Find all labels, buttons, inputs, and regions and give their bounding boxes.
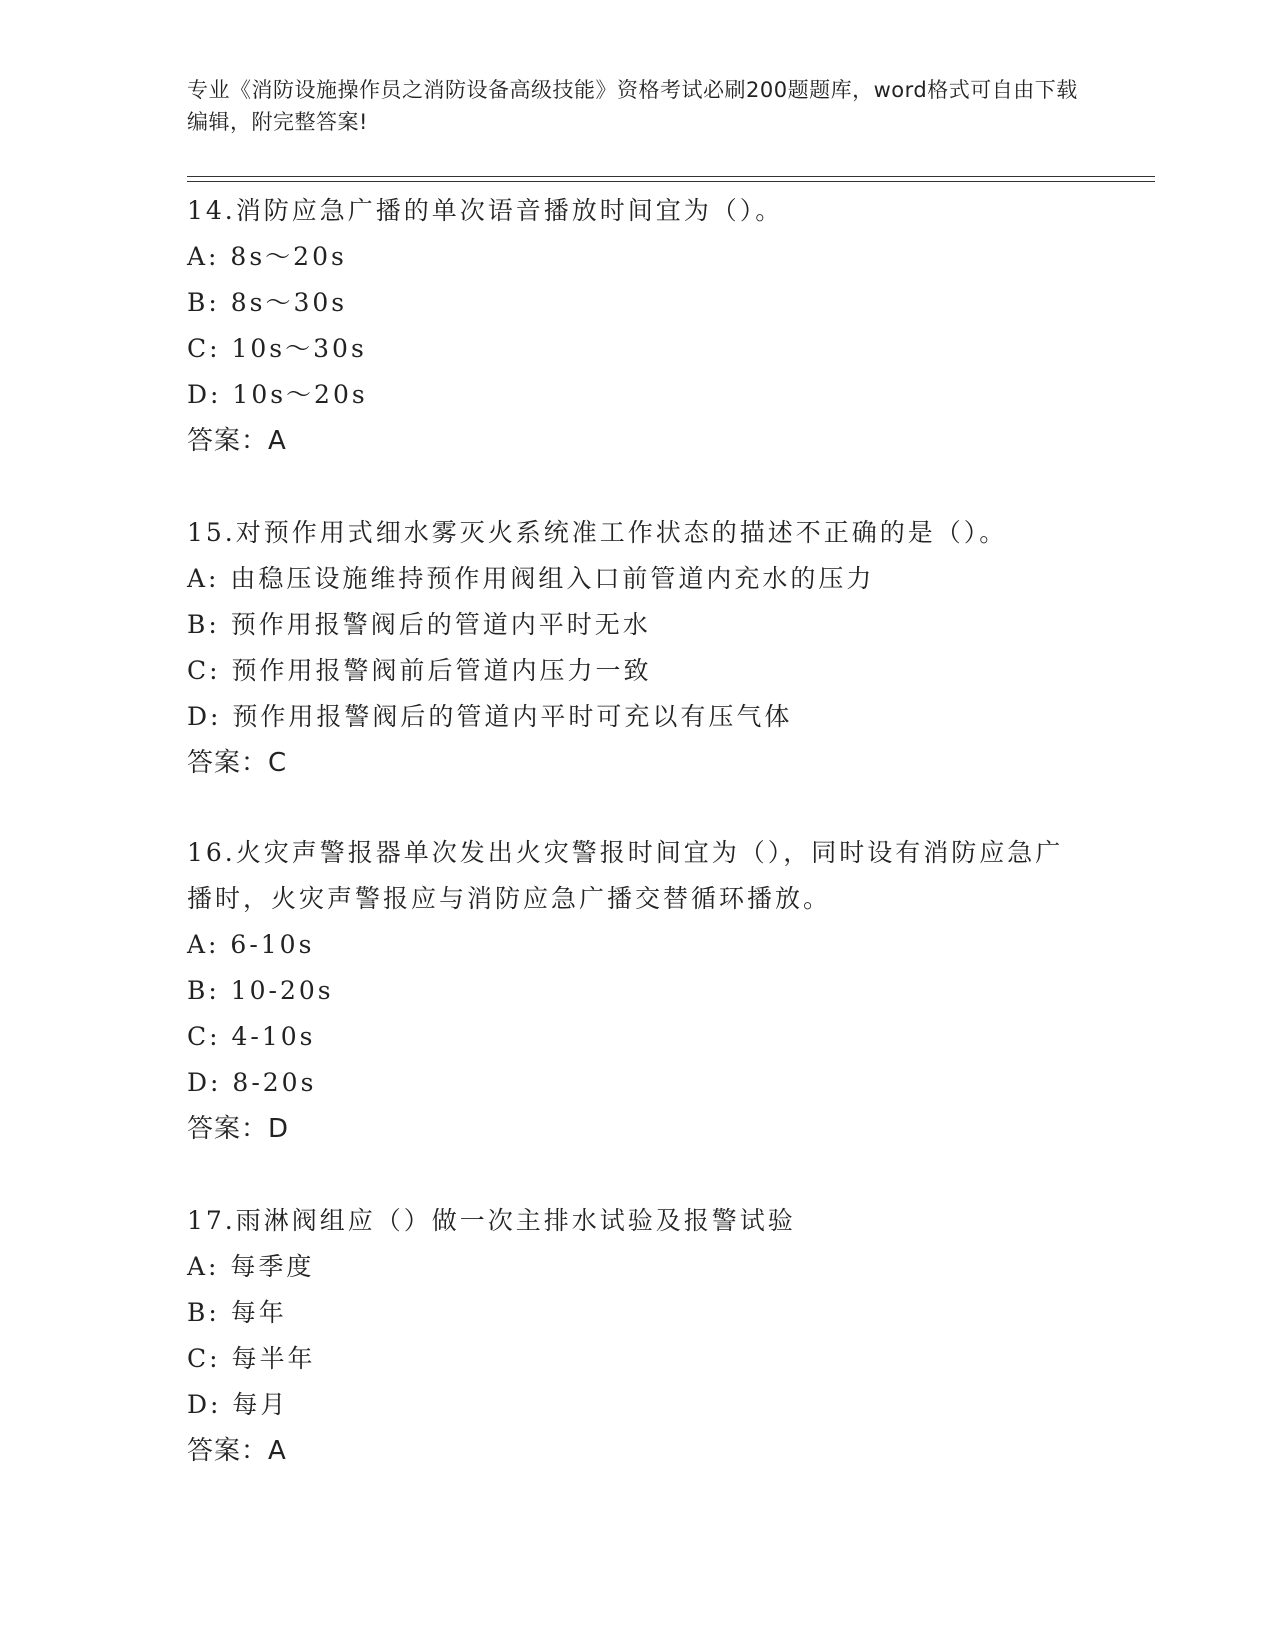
option-c: C: 预作用报警阀前后管道内压力一致	[187, 656, 652, 685]
option-d: D: 10s～20s	[187, 380, 368, 409]
question-17	[187, 1198, 1087, 1474]
answer-line: 答案：A	[187, 426, 287, 456]
option-c: C: 10s～30s	[187, 334, 367, 363]
option-a: A: 每季度	[187, 1252, 315, 1281]
answer-line: 答案：C	[187, 748, 288, 778]
document-header: 专业《消防设施操作员之消防设备高级技能》资格考试必刷200题题库，word格式可自由下载编辑，附完整答案!	[187, 78, 1078, 134]
question-stem: 14.消防应急广播的单次语音播放时间宜为（）。	[187, 196, 784, 225]
question-stem: 17.雨淋阀组应（）做一次主排水试验及报警试验	[187, 1206, 796, 1235]
question-14	[187, 188, 1087, 464]
question-stem: 15.对预作用式细水雾灭火系统准工作状态的描述不正确的是（）。	[187, 518, 1008, 547]
option-c: C: 4-10s	[187, 1022, 316, 1051]
header-divider-top	[187, 176, 1155, 177]
answer-line: 答案：D	[187, 1114, 290, 1144]
option-b: B: 8s～30s	[187, 288, 348, 317]
option-b: B: 10-20s	[187, 976, 334, 1005]
header-divider-bottom	[187, 181, 1155, 182]
option-d: D: 8-20s	[187, 1068, 317, 1097]
option-b: B: 每年	[187, 1298, 287, 1327]
option-b: B: 预作用报警阀后的管道内平时无水	[187, 610, 651, 639]
answer-line: 答案：A	[187, 1436, 287, 1466]
option-a: A: 6-10s	[187, 930, 315, 959]
question-stem: 16.火灾声警报器单次发出火灾警报时间宜为（），同时设有消防应急广播时，火灾声警报应与消防应急广播交替循环播放。	[187, 838, 1064, 913]
option-d: D: 每月	[187, 1390, 289, 1419]
option-c: C: 每半年	[187, 1344, 316, 1373]
question-16	[187, 830, 1087, 1152]
option-d: D: 预作用报警阀后的管道内平时可充以有压气体	[187, 702, 793, 731]
question-15	[187, 510, 1087, 786]
option-a: A: 8s～20s	[187, 242, 347, 271]
option-a: A: 由稳压设施维持预作用阀组入口前管道内充水的压力	[187, 564, 875, 593]
